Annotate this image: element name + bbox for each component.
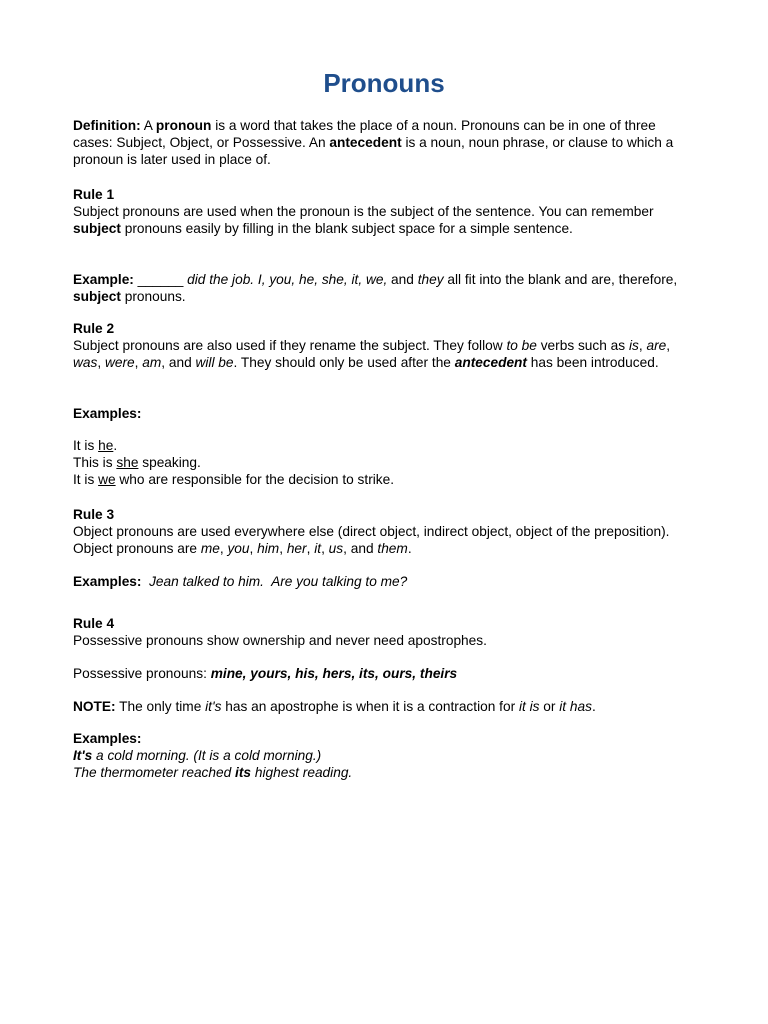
possessive-list: Possessive pronouns: mine, yours, his, hers, its, ours, theirs (73, 666, 458, 681)
rule-2-examples: It is he. This is she speaking. It is we who are responsible for the decision to strike. (73, 438, 395, 487)
rule-4-heading: Rule 4 (73, 616, 115, 631)
rule-4-section: Rule 4 Possessive pronouns show ownership and never need apostrophes. (73, 616, 487, 648)
rule-4-examples: Examples: It's a cold morning. (It is a cold morning.) The thermometer reached its highest reading. (73, 731, 353, 780)
rule-3-section: Rule 3 Object pronouns are used everywhere else (direct object, indirect object, object of the preposition). Object pronouns are me, you, him, her, it, us, and them. (73, 507, 670, 556)
rule-2-examples-heading: Examples: (73, 406, 142, 421)
rule-1-example: Example: ______ did the job. I, you, he, she, it, we, and they all fit into the blank and are, therefore, subject pronouns. (73, 272, 678, 304)
rule-3-heading: Rule 3 (73, 507, 115, 522)
page-title: Pronouns (323, 68, 445, 98)
rule-2-section: Rule 2 Subject pronouns are also used if they rename the subject. They follow to be verbs such as is, are, was, were, am, and will be. They should only be used after the antecedent has been introduced. (73, 321, 671, 370)
rule-1-section: Rule 1 Subject pronouns are used when the pronoun is the subject of the sentence. You can remember subject pronouns easily by filling in the blank subject space for a simple sentence. (73, 187, 654, 236)
note-label: NOTE: (73, 699, 116, 714)
definition-paragraph: Definition: A pronoun is a word that takes the place of a noun. Pronouns can be in one of three cases: Subject, Object, or Possessive. An antecedent is a noun, noun phrase, or clause to which a pronoun is later used in place of. (73, 118, 674, 167)
definition-label: Definition: (73, 118, 141, 133)
rule-2-heading: Rule 2 (73, 321, 115, 336)
example-label: Example: (73, 272, 134, 287)
note-paragraph: NOTE: The only time it's has an apostrophe is when it is a contraction for it is or it has. (73, 699, 596, 714)
rule-3-examples: Examples: Jean talked to him. Are you talking to me? (73, 574, 408, 589)
rule-1-heading: Rule 1 (73, 187, 115, 202)
